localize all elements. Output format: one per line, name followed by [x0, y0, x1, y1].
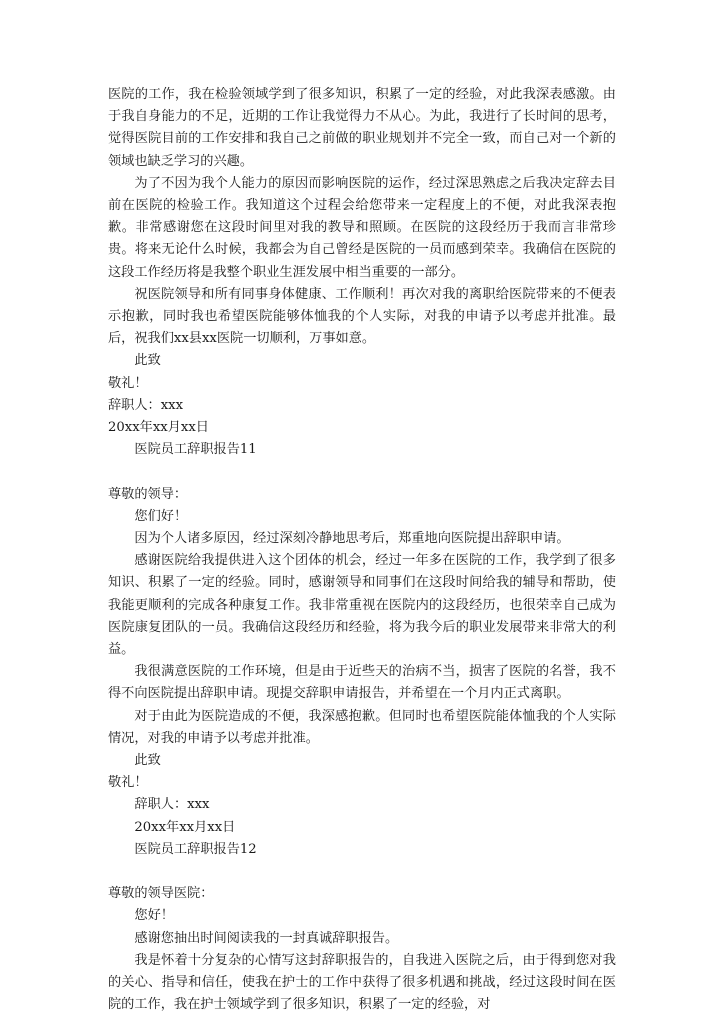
closing-salutation: 此致	[134, 753, 161, 769]
paragraph-4: 因为个人诸多原因，经过深刻冷静地思考后，郑重地向医院提出辞职申请。	[134, 531, 570, 547]
document-page	[108, 84, 616, 1017]
section-title-12: 医院员工辞职报告12	[134, 841, 257, 857]
blank-line	[108, 861, 616, 883]
closing-respect: 敬礼！	[108, 375, 148, 391]
signature-name: 辞职人：xxx	[108, 397, 184, 413]
paragraph-9: 我是怀着十分复杂的心情写这封辞职报告的，自我进入医院之后，由于得到您对我的关心、指导和信任，使我在护士的工作中获得了很多机遇和挑战，经过这段时间在医院的工作，我在护士领域学到了很多知识，积累了一定的经验，对	[108, 952, 616, 1013]
greeting-recipient: 尊敬的领导医院：	[108, 886, 214, 902]
signature-date: 20xx年xx月xx日	[134, 819, 236, 835]
closing-salutation: 此致	[134, 353, 161, 369]
blank-line	[108, 461, 616, 483]
paragraph-1: 医院的工作，我在检验领域学到了很多知识，积累了一定的经验，对此我深表感激。由于我自身能力的不足，近期的工作让我觉得力不从心。为此，我进行了长时间的思考，觉得医院目前的工作安排和我自己之前做的职业规划并不完全一致，而自己对一个新的领域也缺乏学习的兴趣。	[108, 87, 616, 169]
paragraph-8: 感谢您抽出时间阅读我的一封真诚辞职报告。	[134, 930, 399, 946]
greeting-hello: 您好！	[134, 908, 174, 924]
closing-respect: 敬礼！	[108, 775, 148, 791]
paragraph-5: 感谢医院给我提供进入这个团体的机会，经过一年多在医院的工作，我学到了很多知识、积累了一定的经验。同时，感谢领导和同事们在这段时间给我的辅导和帮助，使我能更顺利的完成各种康复工作。我非常重视在医院内的这段经历，也很荣幸自己成为医院康复团队的一员。我确信这段经历和经验，将为我今后的职业发展带来非常大的利益。	[108, 553, 616, 658]
signature-name: 辞职人：xxx	[134, 797, 210, 813]
signature-date: 20xx年xx月xx日	[108, 420, 209, 436]
paragraph-2: 为了不因为我个人能力的原因而影响医院的运作，经过深思熟虑之后我决定辞去目前在医院的检验工作。我知道这个过程会给您带来一定程度上的不便，对此我深表抱歉。非常感谢您在这段时间里对我的教导和照顾。在医院的这段经历于我而言非常珍贵。将来无论什么时候，我都会为自己曾经是医院的一员而感到荣幸。我确信在医院的这段工作经历将是我整个职业生涯发展中相当重要的一部分。	[108, 175, 616, 280]
paragraph-6: 我很满意医院的工作环境，但是由于近些天的治病不当，损害了医院的名誉，我不得不向医院提出辞职申请。现提交辞职申请报告，并希望在一个月内正式离职。	[108, 664, 616, 702]
section-title-11: 医院员工辞职报告11	[134, 442, 257, 458]
paragraph-3: 祝医院领导和所有同事身体健康、工作顺利！再次对我的离职给医院带来的不便表示抱歉，同时我也希望医院能够体恤我的个人实际，对我的申请予以考虑并批准。最后，祝我们xx县xx医院一切顺利，万事如意。	[108, 286, 616, 347]
greeting-hello: 您们好！	[134, 508, 188, 524]
greeting-recipient: 尊敬的领导：	[108, 486, 188, 502]
paragraph-7: 对于由此为医院造成的不便，我深感抱歉。但同时也希望医院能体恤我的个人实际情况，对我的申请予以考虑并批准。	[108, 708, 616, 746]
